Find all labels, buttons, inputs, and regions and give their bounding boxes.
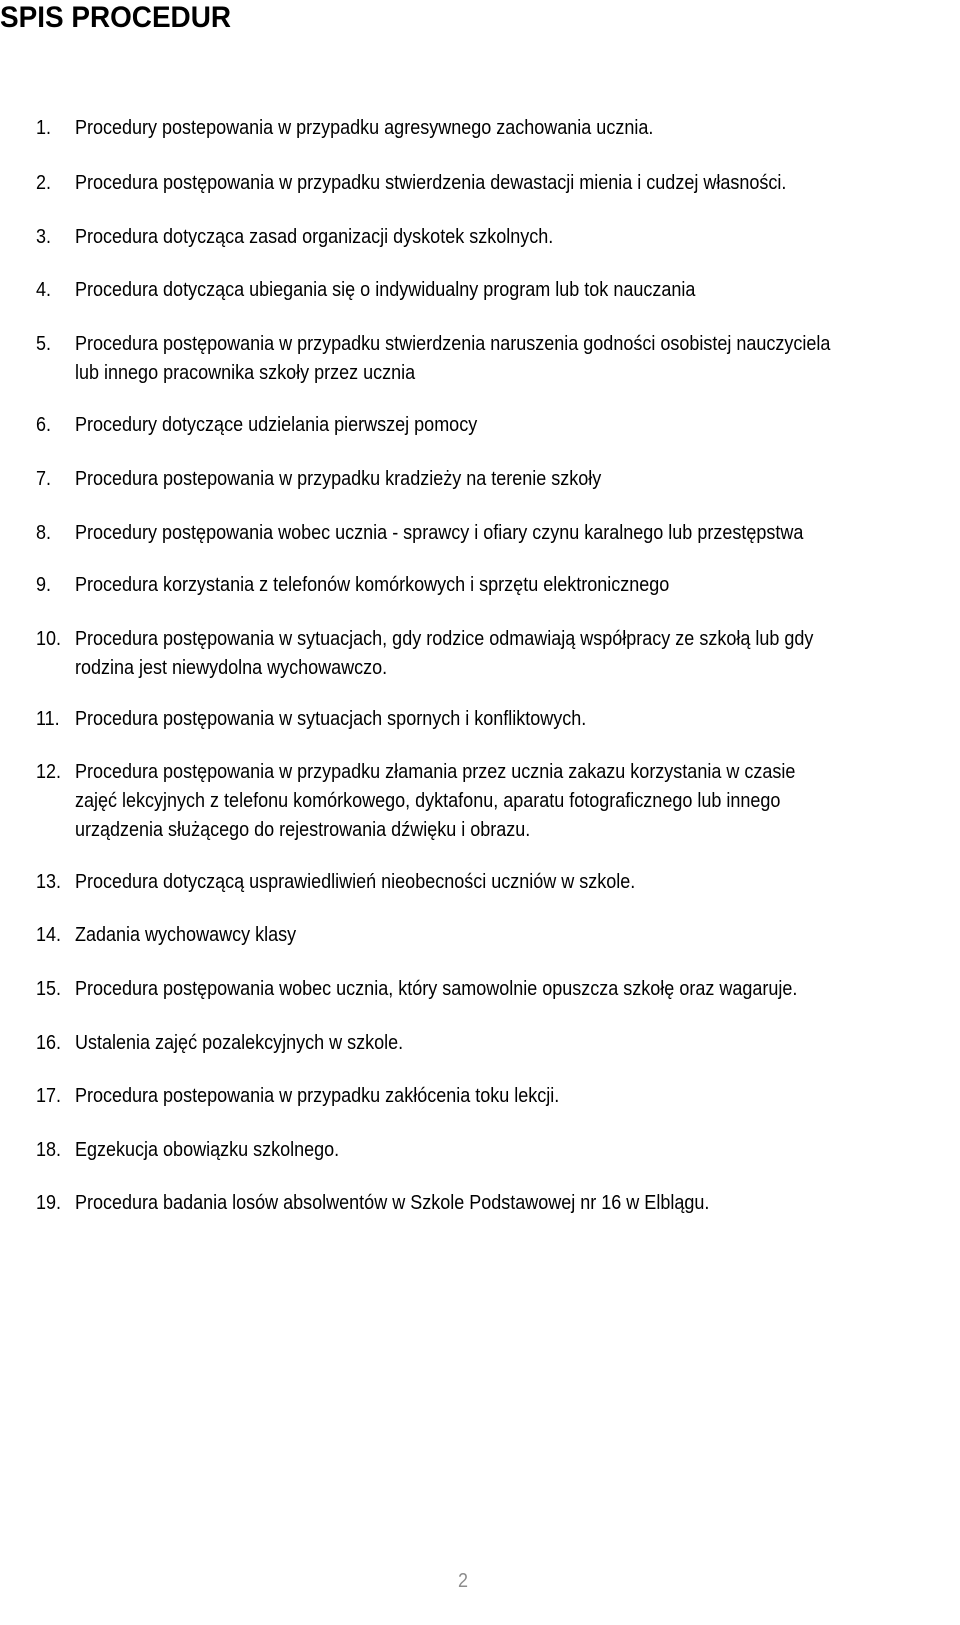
page-number: 2 bbox=[458, 1570, 469, 1592]
toc-item-text bbox=[75, 1082, 921, 1111]
toc-item-line: rodzina jest niewydolna wychowawczo. bbox=[75, 657, 388, 679]
toc-item-line: Procedura postępowania w sytuacjach spornych i konfliktowych. bbox=[75, 708, 587, 730]
toc-item-text bbox=[75, 1136, 921, 1165]
toc-item-number: 14. bbox=[36, 924, 62, 946]
toc-item-line: Procedura dotyczącą usprawiedliwień nieobecności uczniów w szkole. bbox=[75, 871, 636, 893]
toc-item-number: 18. bbox=[36, 1139, 62, 1161]
page-title: SPIS PROCEDUR bbox=[0, 1, 232, 34]
toc-item-number: 8. bbox=[36, 522, 52, 544]
toc-item-line: Procedury postępowania wobec ucznia - sprawcy i ofiary czynu karalnego lub przestępstwa bbox=[75, 522, 804, 544]
toc-item-line: zajęć lekcyjnych z telefonu komórkowego, dyktafonu, aparatu fotograficznego lub innego bbox=[75, 790, 781, 812]
toc-item-text bbox=[75, 1189, 921, 1218]
toc-item-text bbox=[75, 758, 921, 845]
toc-item-line: Procedura dotycząca ubiegania się o indywidualny program lub tok nauczania bbox=[75, 279, 696, 301]
toc-item-number: 7. bbox=[36, 468, 52, 490]
toc-item-number: 5. bbox=[36, 333, 52, 355]
toc-item-line: Procedura postępowania wobec ucznia, który samowolnie opuszcza szkołę oraz wagaruje. bbox=[75, 978, 798, 1000]
toc-item-number: 3. bbox=[36, 226, 52, 248]
toc-item-number: 15. bbox=[36, 978, 62, 1000]
toc-item-text bbox=[75, 975, 921, 1004]
toc-item-line: Procedura postępowania w przypadku stwierdzenia naruszenia godności osobistej nauczyciela bbox=[75, 333, 831, 355]
toc-item-text bbox=[75, 625, 921, 683]
toc-item-line: Procedura dotycząca zasad organizacji dyskotek szkolnych. bbox=[75, 226, 554, 248]
toc-item-number: 19. bbox=[36, 1192, 62, 1214]
toc-item-text bbox=[75, 114, 921, 143]
toc-item-text bbox=[75, 169, 921, 198]
toc-item-number: 4. bbox=[36, 279, 52, 301]
toc-item-text bbox=[75, 705, 921, 734]
toc-item-number: 11. bbox=[36, 708, 60, 730]
toc-item-text bbox=[75, 519, 921, 548]
toc-item-number: 6. bbox=[36, 414, 52, 436]
toc-item-text bbox=[75, 276, 921, 305]
toc-item-number: 12. bbox=[36, 761, 62, 783]
toc-item-line: Egzekucja obowiązku szkolnego. bbox=[75, 1139, 340, 1161]
toc-item-text bbox=[75, 411, 921, 440]
toc-item-number: 1. bbox=[36, 117, 52, 139]
toc-item-line: Procedura postepowania w przypadku zakłócenia toku lekcji. bbox=[75, 1085, 560, 1107]
toc-item-number: 9. bbox=[36, 574, 52, 596]
toc-item-text bbox=[75, 868, 921, 897]
toc-item-number: 13. bbox=[36, 871, 62, 893]
toc-item-line: lub innego pracownika szkoły przez ucznia bbox=[75, 362, 416, 384]
toc-item-text bbox=[75, 330, 921, 388]
toc-item-line: Procedura postępowania w sytuacjach, gdy rodzice odmawiają współpracy ze szkołą lub gdy bbox=[75, 628, 814, 650]
toc-item-number: 17. bbox=[36, 1085, 62, 1107]
toc-item-line: Procedura badania losów absolwentów w Szkole Podstawowej nr 16 w Elblągu. bbox=[75, 1192, 710, 1214]
toc-item-line: Procedura postepowania w przypadku kradzieży na terenie szkoły bbox=[75, 468, 602, 490]
toc-item-text bbox=[75, 921, 921, 950]
toc-item-line: Ustalenia zajęć pozalekcyjnych w szkole. bbox=[75, 1032, 404, 1054]
toc-item-number: 2. bbox=[36, 172, 52, 194]
toc-item-line: Procedura korzystania z telefonów komórkowych i sprzętu elektronicznego bbox=[75, 574, 670, 596]
toc-item-line: Zadania wychowawcy klasy bbox=[75, 924, 297, 946]
toc-item-line: urządzenia służącego do rejestrowania dźwięku i obrazu. bbox=[75, 819, 531, 841]
toc-item-line: Procedury postepowania w przypadku agresywnego zachowania ucznia. bbox=[75, 117, 654, 139]
toc-item-line: Procedury dotyczące udzielania pierwszej pomocy bbox=[75, 414, 478, 436]
toc-item-line: Procedura postępowania w przypadku złamania przez ucznia zakazu korzystania w czasie bbox=[75, 761, 796, 783]
toc-item-text bbox=[75, 465, 921, 494]
toc-item-text bbox=[75, 1029, 921, 1058]
toc-item-line: Procedura postępowania w przypadku stwierdzenia dewastacji mienia i cudzej własności. bbox=[75, 172, 787, 194]
toc-item-text bbox=[75, 223, 921, 252]
toc-item-text bbox=[75, 571, 921, 600]
toc-item-number: 16. bbox=[36, 1032, 62, 1054]
toc-item-number: 10. bbox=[36, 628, 62, 650]
